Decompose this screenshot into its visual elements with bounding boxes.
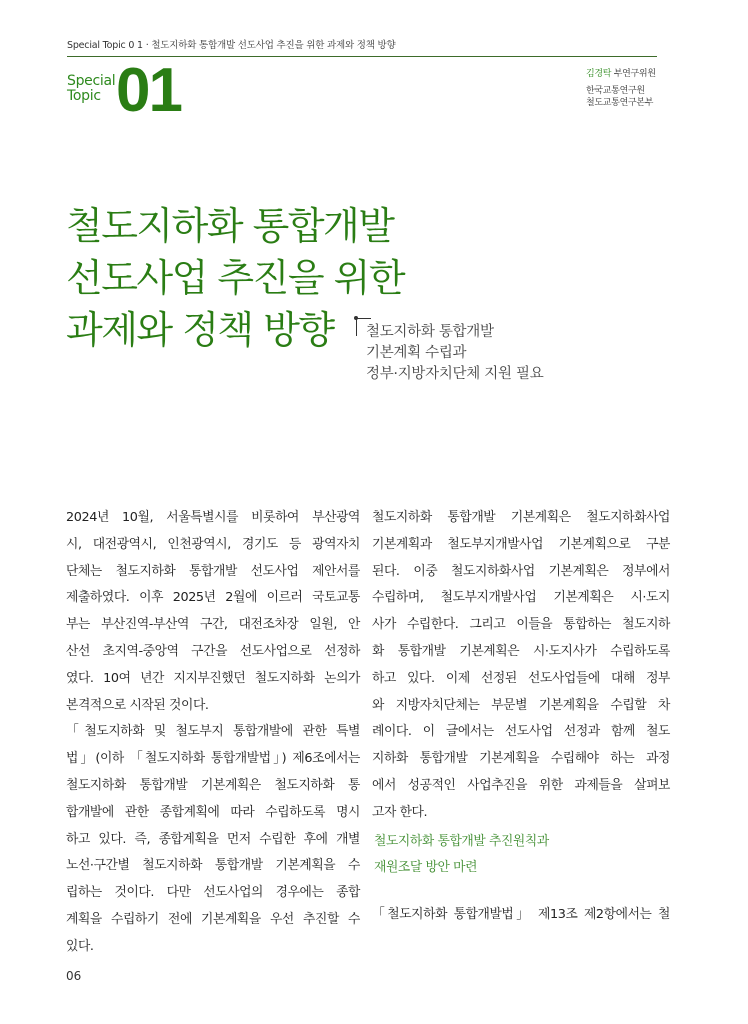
title-line: 선도사업 추진을 위한 xyxy=(66,256,405,300)
article-subtitle xyxy=(366,322,543,385)
body-line: 2024년 10월, 서울특별시를 비롯하여 부산광역 xyxy=(66,510,360,525)
title-line: 철도지하화 통합개발 xyxy=(66,204,394,248)
page-number: 06 xyxy=(66,969,82,983)
subtitle-dot-icon xyxy=(354,316,358,320)
body-line: 하고 있다. 즉, 종합계획을 먼저 수립한 후에 개별 xyxy=(66,831,360,847)
article-title xyxy=(66,200,404,356)
body-line: 사가 수립한다. 그리고 이들을 통합하는 철도지하 xyxy=(372,617,670,633)
subtitle-line: 기본계획 수립과 xyxy=(366,345,467,361)
subtitle-line: 정부·지방자치단체 지원 필요 xyxy=(366,366,544,382)
subtitle-line: 철도지하화 통합개발 xyxy=(366,324,494,340)
author-line xyxy=(586,68,656,80)
body-line: 법」(이하 「철도지하화 통합개발법」) 제6조에서는 xyxy=(66,751,360,767)
special-topic-label xyxy=(67,74,115,104)
body-line: 제출하였다. 이후 2025년 2월에 이르러 국토교통 xyxy=(66,590,360,606)
special-label-line2: Topic xyxy=(67,88,101,104)
body-line: 산선 초지역-중앙역 구간을 선도사업으로 선정하 xyxy=(66,643,360,659)
body-line: 화 통합개발 기본계획은 시·도지사가 수립하도록 xyxy=(372,643,670,659)
body-line: 와 지방자치단체는 부문별 기본계획을 수립할 차 xyxy=(372,697,670,713)
body-line: 합개발에 관한 종합계획에 따라 수립하도록 명시 xyxy=(66,804,360,820)
running-header: Special Topic 0 1 · 철도지하화 통합개발 선도사업 추진을 위한 과제와 정책 방향 xyxy=(67,40,396,51)
title-line: 과제와 정책 방향 xyxy=(66,308,334,352)
body-right-column xyxy=(372,505,670,827)
author-org-line1: 한국교통연구원 xyxy=(586,86,645,96)
author-org-line2: 철도교통연구본부 xyxy=(586,98,654,108)
body-line: 철도지하화 통합개발 기본계획은 철도지하화사업 xyxy=(372,510,670,525)
body-line: 하고 있다. 이제 선정된 선도사업들에 대해 정부 xyxy=(372,670,670,686)
body-line: 노선·구간별 철도지하화 통합개발 기본계획을 수 xyxy=(66,858,360,874)
body-line: 된다. 이중 철도지하화사업 기본계획은 정부에서 xyxy=(372,563,670,579)
body-line: 「철도지하화 및 철도부지 통합개발에 관한 특별 xyxy=(66,724,360,740)
body-line: 고자 한다. xyxy=(372,804,428,820)
topic-number: 01 xyxy=(116,56,181,125)
body-line: 철도지하화 통합개발 기본계획은 철도지하화 통 xyxy=(66,777,360,793)
body-line: 기본계획과 철도부지개발사업 기본계획으로 구분 xyxy=(372,536,670,552)
body-line: 수립하며, 철도부지개발사업 기본계획은 시·도지 xyxy=(372,590,670,606)
body-line: 지하화 통합개발 기본계획을 수립해야 하는 과정 xyxy=(372,751,670,767)
section-heading-line2: 재원조달 방안 마련 xyxy=(374,860,478,875)
body-line: 본격적으로 시작된 것이다. xyxy=(66,697,209,713)
body-left-column xyxy=(66,505,360,961)
author-title: 부연구위원 xyxy=(611,69,656,79)
body-line: 계획을 수립하기 전에 기본계획을 우선 추진할 수 xyxy=(66,911,360,927)
body-line: 시, 대전광역시, 인천광역시, 경기도 등 광역자치 xyxy=(66,536,360,552)
body-line: 에서 성공적인 사업추진을 위한 과제들을 살펴보 xyxy=(372,777,670,793)
body-line: 있다. xyxy=(66,938,94,954)
author-name: 김경탁 xyxy=(586,69,612,79)
body-right-column-continued xyxy=(372,902,670,928)
body-line: 「철도지하화 통합개발법」 제13조 제2항에서는 철 xyxy=(372,907,670,922)
body-line: 립하는 것이다. 다만 선도사업의 경우에는 종합 xyxy=(66,885,360,901)
body-line: 부는 부산진역-부산역 구간, 대전조차장 일원, 안 xyxy=(66,617,360,633)
special-label-line1: Special xyxy=(67,73,116,89)
section-heading xyxy=(374,829,549,881)
section-heading-line1: 철도지하화 통합개발 추진원칙과 xyxy=(374,834,549,849)
body-line: 단체는 철도지하화 통합개발 선도사업 제안서를 xyxy=(66,563,360,579)
body-line: 였다. 10여 년간 지지부진했던 철도지하화 논의가 xyxy=(66,670,360,686)
body-line: 례이다. 이 글에서는 선도사업 선정과 함께 철도 xyxy=(372,724,670,740)
author-block xyxy=(586,68,656,109)
